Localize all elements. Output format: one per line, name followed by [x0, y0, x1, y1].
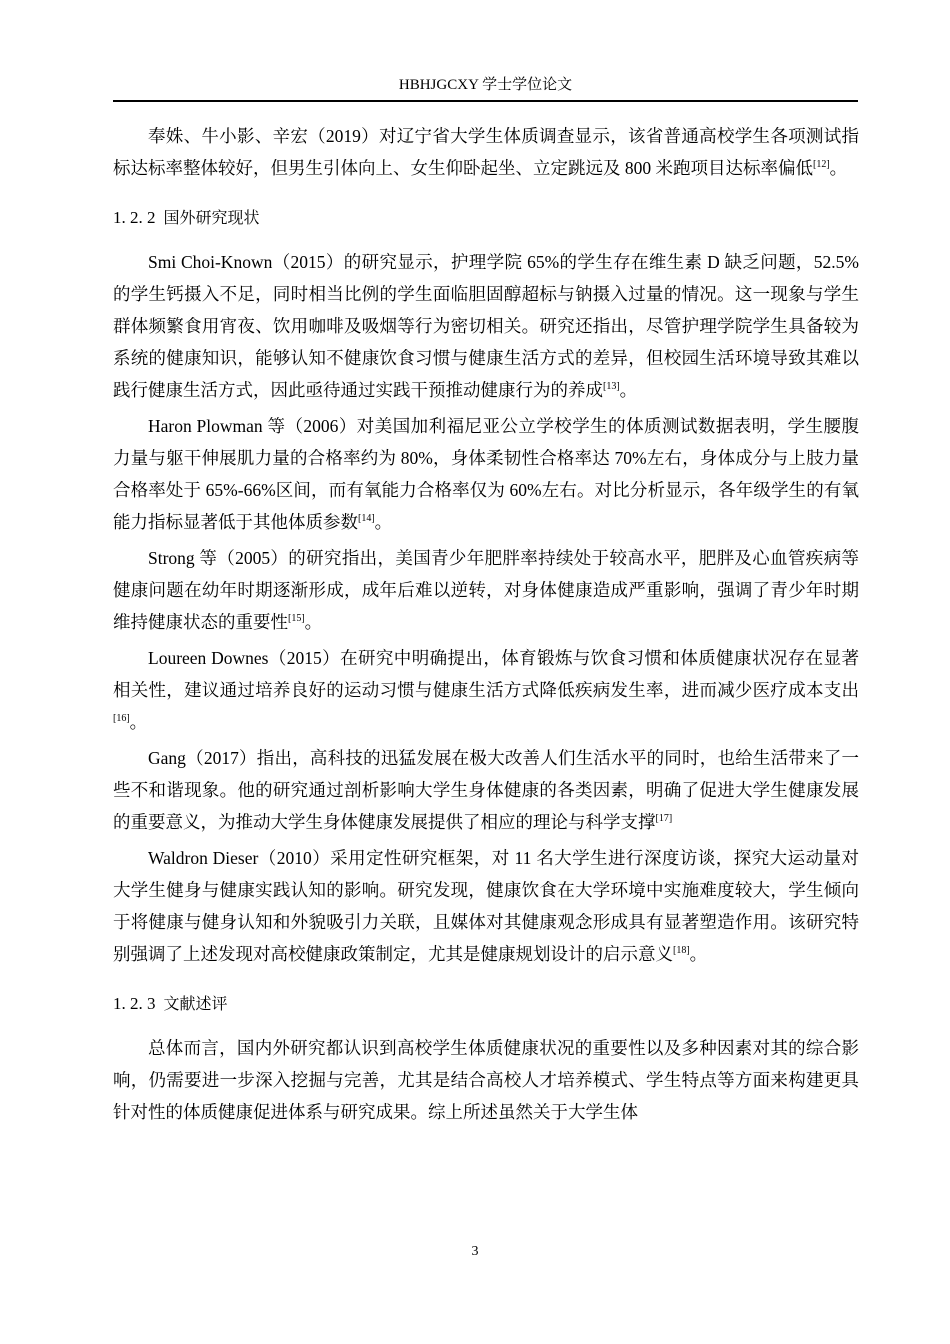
paragraph-8: [113, 1032, 859, 1128]
citation-ref: [15]: [288, 613, 305, 625]
header-rule: [113, 100, 858, 102]
paragraph-end: 。: [689, 944, 708, 964]
citation-ref: [17]: [655, 813, 673, 825]
paragraph-text: Haron Plowman 等（2006）对美国加利福尼亚公立学校学生的体质测试数据表明，学生腰腹力量与躯干伸展肌力量的合格率约为 80%，身体柔韧性合格率达 70%左右，身体成分与上肢力量合格率处于 65%-66%区间，而有氧能力合格率仅为 60%左右。对比分析显示，各年级学生的有氧能力指标显著低于其他体质参数: [113, 416, 859, 532]
paragraph-2: [113, 246, 859, 406]
paragraph-text: Gang（2017）指出，高科技的迅猛发展在极大改善人们生活水平的同时，也给生活带来了一些不和谐现象。他的研究通过剖析影响大学生身体健康的各类因素，明确了促进大学生健康发展的重要意义，为推动大学生身体健康发展提供了相应的理论与科学支撑: [113, 748, 859, 832]
citation-ref: [14]: [358, 513, 375, 525]
paragraph-text: Strong 等（2005）的研究指出，美国青少年肥胖率持续处于较高水平，肥胖及心血管疾病等健康问题在幼年时期逐渐形成，成年后难以逆转，对身体健康造成严重影响，强调了青少年时期维持健康状态的重要性: [113, 548, 859, 632]
paragraph-7: [113, 842, 859, 970]
paragraph-text: 奉姝、牛小影、辛宏（2019）对辽宁省大学生体质调查显示，该省普通高校学生各项测试指标达标率整体较好，但男生引体向上、女生仰卧起坐、立定跳远及 800 米跑项目达标率偏低: [113, 126, 859, 178]
paragraph-end: 。: [829, 158, 848, 178]
paragraph-text: Loureen Downes（2015）在研究中明确提出，体育锻炼与饮食习惯和体质健康状况存在显著相关性，建议通过培养良好的运动习惯与健康生活方式降低疾病发生率，进而减少医疗成本支出: [113, 648, 859, 700]
paragraph-1: [113, 120, 859, 184]
paragraph-end: 。: [304, 612, 323, 632]
section-title: 国外研究现状: [163, 208, 260, 227]
document-body: [113, 120, 859, 1132]
section-heading-1-2-3: [113, 988, 859, 1020]
citation-ref: [16]: [113, 713, 130, 725]
citation-ref: [18]: [673, 945, 690, 957]
paragraph-end: 。: [374, 512, 393, 532]
paragraph-3: [113, 410, 859, 538]
section-title: 文献述评: [163, 994, 228, 1013]
paragraph-text: Waldron Dieser（2010）采用定性研究框架，对 11 名大学生进行深度访谈，探究大运动量对大学生健身与健康实践认知的影响。研究发现，健康饮食在大学环境中实施难度较大，学生倾向于将健康与健身认知和外貌吸引力关联，且媒体对其健康观念形成具有显著塑造作用。该研究特别强调了上述发现对高校健康政策制定，尤其是健康规划设计的启示意义: [113, 848, 859, 964]
citation-ref: [13]: [603, 381, 620, 393]
paragraph-text: 总体而言，国内外研究都认识到高校学生体质健康状况的重要性以及多种因素对其的综合影响，仍需要进一步深入挖掘与完善，尤其是结合高校人才培养模式、学生特点等方面来构建更具针对性的体质健康促进体系与研究成果。综上所述虽然关于大学生体: [113, 1038, 859, 1122]
section-heading-1-2-2: [113, 202, 859, 234]
paragraph-5: [113, 642, 859, 738]
paragraph-6: [113, 742, 859, 838]
paragraph-text: Smi Choi-Known（2015）的研究显示，护理学院 65%的学生存在维生素 D 缺乏问题，52.5%的学生钙摄入不足，同时相当比例的学生面临胆固醇超标与钠摄入过量的情况。这一现象与学生群体频繁食用宵夜、饮用咖啡及吸烟等行为密切相关。研究还指出，尽管护理学院学生具备较为系统的健康知识，能够认知不健康饮食习惯与健康生活方式的差异，但校园生活环境导致其难以践行健康生活方式，因此亟待通过实践干预推动健康行为的养成: [113, 252, 859, 400]
page-header: HBHJGCXY 学士学位论文: [398, 77, 573, 93]
page-number: 3: [471, 1244, 479, 1259]
citation-ref: [12]: [813, 159, 830, 171]
section-number: 1. 2. 3: [113, 994, 156, 1013]
paragraph-4: [113, 542, 859, 638]
section-number: 1. 2. 2: [113, 208, 156, 227]
paragraph-end: 。: [129, 712, 148, 732]
paragraph-end: 。: [619, 380, 638, 400]
